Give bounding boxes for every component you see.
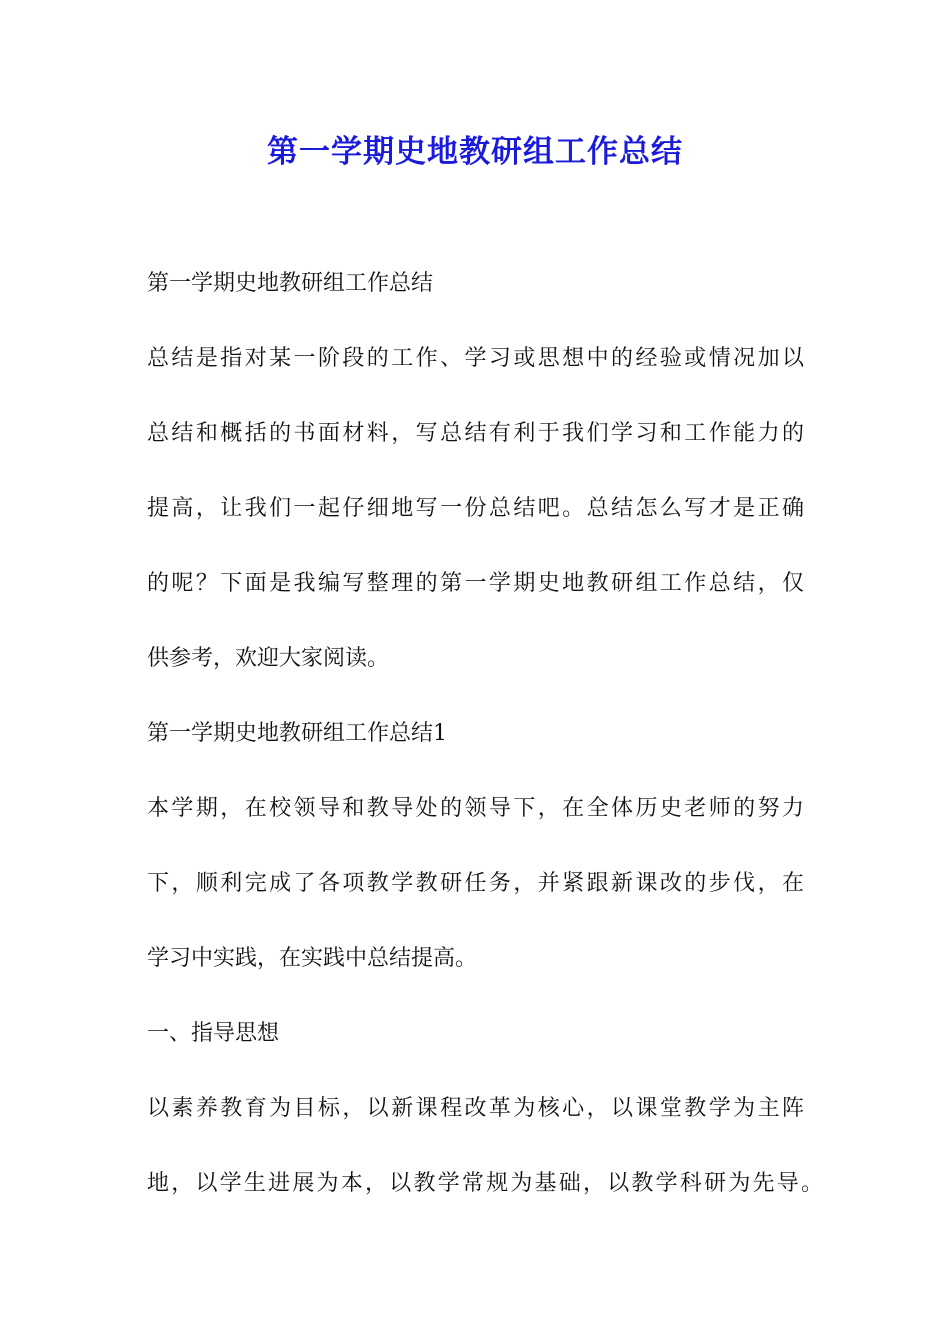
text-line: 提高，让我们一起仔细地写一份总结吧。总结怎么写才是正确 bbox=[147, 496, 804, 521]
text-line: 本学期，在校领导和教导处的领导下，在全体历史老师的努力 bbox=[147, 796, 804, 821]
document-title: 第一学期史地教研组工作总结 bbox=[267, 134, 683, 170]
text-line: 总结是指对某一阶段的工作、学习或思想中的经验或情况加以 bbox=[147, 346, 804, 371]
text-line: 地，以学生进展为本，以教学常规为基础，以教学科研为先导。 bbox=[147, 1171, 823, 1196]
section-heading: 第一学期史地教研组工作总结1 bbox=[147, 721, 447, 746]
text-line: 下，顺利完成了各项教学教研任务，并紧跟新课改的步伐，在 bbox=[147, 871, 804, 896]
section-heading: 一、指导思想 bbox=[147, 1021, 280, 1046]
text-line: 供参考，欢迎大家阅读。 bbox=[147, 646, 390, 671]
text-line: 的呢？下面是我编写整理的第一学期史地教研组工作总结，仅 bbox=[147, 571, 804, 596]
text-line: 总结和概括的书面材料，写总结有利于我们学习和工作能力的 bbox=[147, 421, 804, 446]
text-line: 学习中实践，在实践中总结提高。 bbox=[147, 946, 478, 971]
text-line-subtitle: 第一学期史地教研组工作总结 bbox=[147, 271, 434, 296]
text-line: 以素养教育为目标，以新课程改革为核心，以课堂教学为主阵 bbox=[147, 1096, 804, 1121]
